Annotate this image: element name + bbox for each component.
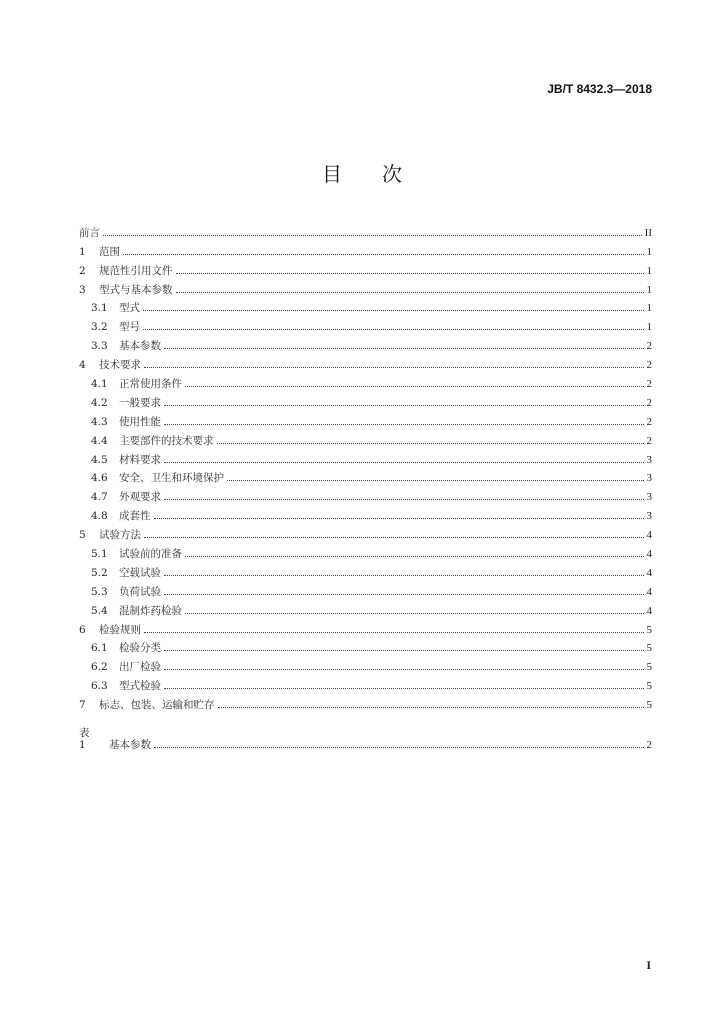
toc-entry[interactable] — [79, 220, 652, 239]
toc-entry-label: 前言 — [79, 226, 100, 239]
toc-entry-page: 1 — [646, 283, 652, 296]
toc-entry[interactable] — [79, 409, 652, 428]
toc-entry[interactable] — [79, 296, 652, 315]
toc-entry-label: 标志、包装、运输和贮存 — [99, 699, 215, 712]
toc-entry-page: 2 — [646, 359, 652, 372]
toc-entry-page: 5 — [646, 642, 652, 655]
toc-entry-number: 4.3 — [91, 415, 108, 428]
toc-entry-number: 6.1 — [91, 642, 108, 655]
page-number: I — [646, 958, 651, 972]
dot-leader — [176, 291, 644, 293]
toc-entry-page: 3 — [646, 472, 652, 485]
toc-entry-label: 外观要求 — [119, 491, 161, 504]
dot-leader — [164, 649, 644, 651]
toc-entry-label: 范围 — [99, 245, 120, 258]
dot-leader — [218, 706, 644, 708]
toc-entry-label: 混制炸药检验 — [119, 604, 182, 617]
toc-entry[interactable] — [79, 522, 652, 541]
toc-entry-label: 空载试验 — [119, 566, 161, 579]
toc-entry-number: 4.7 — [91, 491, 108, 504]
dot-leader — [143, 309, 644, 311]
toc-entry-number: 1 — [79, 245, 86, 258]
toc-entry[interactable] — [79, 428, 652, 447]
toc-entry-number: 2 — [79, 264, 86, 277]
toc-entry-number: 6.2 — [91, 661, 108, 674]
toc-entry-page: 5 — [646, 661, 652, 674]
dot-leader — [164, 461, 644, 463]
toc-entry[interactable] — [79, 636, 652, 655]
toc-entry-label: 型式 — [119, 302, 140, 315]
title-char-left: 目 — [322, 162, 342, 186]
toc-entry-page: 2 — [646, 378, 652, 391]
dot-leader — [154, 517, 644, 519]
toc-entry-number: 7 — [79, 699, 86, 712]
toc-entry-page: 3 — [646, 453, 652, 466]
toc-entry-label: 试验前的准备 — [119, 548, 182, 561]
toc-entry-label: 材料要求 — [119, 453, 161, 466]
toc-entry-page: 4 — [646, 566, 652, 579]
toc-entry-label: 一般要求 — [119, 396, 161, 409]
toc-entry-page: 2 — [646, 738, 652, 751]
toc-entry-number: 3.2 — [91, 321, 108, 334]
toc-entry[interactable] — [79, 447, 652, 466]
toc-entry-page: 5 — [646, 623, 652, 636]
dot-leader — [164, 404, 644, 406]
toc-entry-number: 4.5 — [91, 453, 108, 466]
toc-entry-page: 4 — [646, 604, 652, 617]
toc-entry-number: 3 — [79, 283, 86, 296]
dot-leader — [164, 347, 644, 349]
toc-entry[interactable] — [79, 258, 652, 277]
title-char-right: 次 — [382, 162, 402, 186]
dot-leader — [185, 385, 644, 387]
toc-entry[interactable] — [79, 371, 652, 390]
toc-entry-label: 安全、卫生和环境保护 — [119, 472, 224, 485]
toc-entry[interactable] — [79, 692, 652, 711]
toc-entry-page: 1 — [646, 245, 652, 258]
toc-entry-page: 2 — [646, 415, 652, 428]
page-title — [0, 158, 724, 187]
dot-leader — [144, 631, 644, 633]
toc-entry-number: 4.4 — [91, 434, 108, 447]
dot-leader — [164, 423, 644, 425]
toc-entry-number: 4.2 — [91, 396, 108, 409]
toc-entry[interactable] — [79, 333, 652, 352]
toc-entry-page: 2 — [646, 396, 652, 409]
dot-leader — [227, 479, 644, 481]
toc-entry[interactable] — [79, 503, 652, 522]
toc-entry-number: 6 — [79, 623, 86, 636]
toc-entry-page: 3 — [646, 491, 652, 504]
toc-entry-page: 4 — [646, 585, 652, 598]
toc-entry-label: 检验规则 — [99, 623, 141, 636]
toc-entry[interactable] — [79, 654, 652, 673]
toc-entry-label: 负荷试验 — [119, 585, 161, 598]
dot-leader — [164, 593, 644, 595]
toc-entry-page: 5 — [646, 680, 652, 693]
toc-entry-page: 4 — [646, 529, 652, 542]
toc-entry-number: 4 — [79, 359, 86, 372]
dot-leader — [103, 234, 642, 236]
toc-entry-page: 4 — [646, 548, 652, 561]
toc-entry-label: 型号 — [119, 321, 140, 334]
dot-leader — [164, 687, 644, 689]
toc-entry-number: 5 — [79, 529, 86, 542]
toc-entry[interactable] — [79, 673, 652, 692]
toc-entry-label: 型式检验 — [119, 680, 161, 693]
toc-entry-label: 使用性能 — [119, 415, 161, 428]
toc-entry[interactable] — [79, 560, 652, 579]
toc-entry[interactable] — [79, 390, 652, 409]
toc-entry-number: 5.1 — [91, 548, 108, 561]
toc-entry-page: 1 — [646, 302, 652, 315]
toc-entry-label: 规范性引用文件 — [99, 264, 173, 277]
toc-entry-label: 技术要求 — [99, 359, 141, 372]
toc-entry-label: 基本参数 — [119, 340, 161, 353]
dot-leader — [176, 272, 644, 274]
dot-leader — [143, 328, 644, 330]
dot-leader — [144, 366, 644, 368]
toc-entry[interactable] — [79, 466, 652, 485]
toc-entry-page: 5 — [646, 699, 652, 712]
dot-leader — [164, 498, 644, 500]
toc-entry-label: 试验方法 — [99, 529, 141, 542]
toc-entry-label: 成套性 — [119, 510, 151, 523]
dot-leader — [144, 536, 644, 538]
toc-entry-page: 1 — [646, 264, 652, 277]
list-of-tables — [79, 726, 652, 751]
toc-entry-label: 正常使用条件 — [119, 378, 182, 391]
dot-leader — [154, 746, 644, 748]
dot-leader — [123, 253, 644, 255]
dot-leader — [217, 442, 644, 444]
toc-entry-number: 4.8 — [91, 510, 108, 523]
toc-entry[interactable] — [79, 579, 652, 598]
dot-leader — [164, 574, 644, 576]
toc-entry[interactable] — [79, 239, 652, 258]
toc-entry-number: 5.3 — [91, 585, 108, 598]
toc-entry-number: 6.3 — [91, 680, 108, 693]
toc-entry[interactable] — [79, 277, 652, 296]
toc-entry-number: 4.6 — [91, 472, 108, 485]
toc-entry[interactable] — [79, 314, 652, 333]
toc-entry[interactable] — [79, 598, 652, 617]
toc-entry-page: 2 — [646, 340, 652, 353]
toc-entry-number: 表 1 — [79, 726, 90, 751]
toc-entry-number: 3.3 — [91, 340, 108, 353]
toc-entry-number: 3.1 — [91, 302, 108, 315]
toc-entry-label: 基本参数 — [109, 738, 151, 751]
toc-entry[interactable] — [79, 617, 652, 636]
dot-leader — [185, 555, 644, 557]
toc-entry[interactable] — [79, 541, 652, 560]
toc-entry-number: 5.4 — [91, 604, 108, 617]
standard-number: JB/T 8432.3—2018 — [547, 82, 652, 96]
dot-leader — [185, 612, 644, 614]
toc-entry-page: 2 — [646, 434, 652, 447]
toc-entry-label: 主要部件的技术要求 — [119, 434, 214, 447]
toc-entry-label: 检验分类 — [119, 642, 161, 655]
toc-entry-number: 4.1 — [91, 378, 108, 391]
toc-entry-label: 型式与基本参数 — [99, 283, 173, 296]
toc-entry-page: 1 — [646, 321, 652, 334]
table-of-contents — [79, 220, 652, 711]
toc-entry[interactable] — [79, 484, 652, 503]
toc-entry-number: 5.2 — [91, 566, 108, 579]
toc-entry[interactable] — [79, 352, 652, 371]
toc-entry-page: 3 — [646, 510, 652, 523]
toc-entry-page: II — [644, 226, 652, 239]
toc-entry-label: 出厂检验 — [119, 661, 161, 674]
toc-entry[interactable] — [79, 726, 652, 751]
dot-leader — [164, 668, 644, 670]
